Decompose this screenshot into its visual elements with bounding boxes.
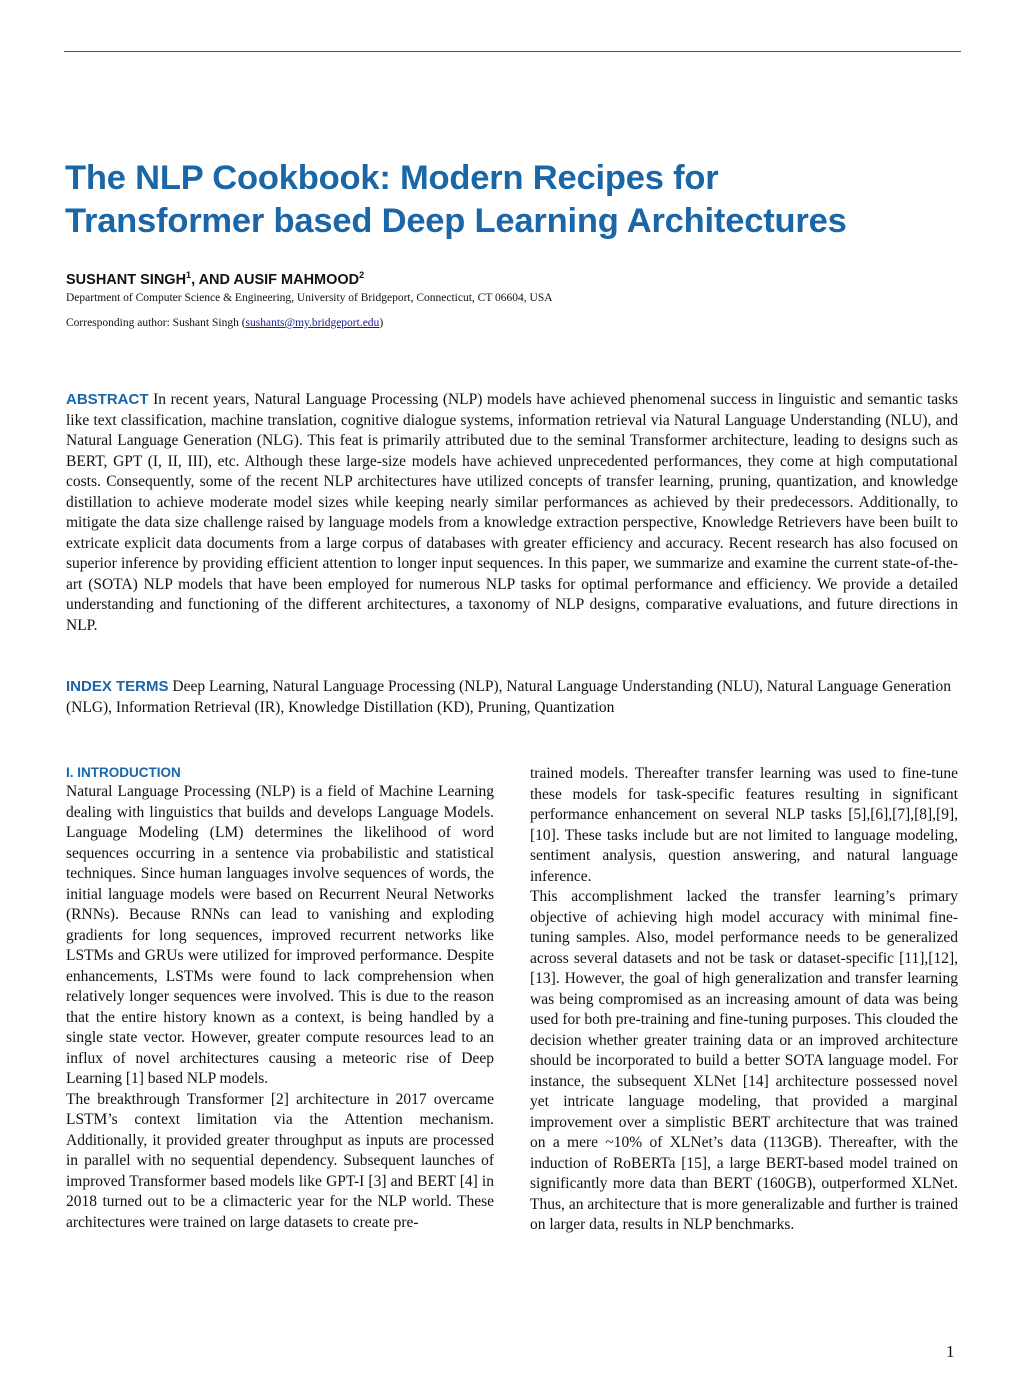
author-1: SUSHANT SINGH [66, 271, 187, 288]
abstract-label: ABSTRACT [66, 391, 149, 408]
author-email-link[interactable]: sushants@my.bridgeport.edu [245, 317, 380, 329]
corresponding-suffix: ) [379, 317, 384, 329]
affiliation: Department of Computer Science & Engineering, University of Bridgeport, Connecticut, CT 06604, USA [66, 292, 553, 304]
paper-title [65, 157, 965, 243]
abstract [66, 390, 958, 636]
paragraph: This accomplishment lacked the transfer learning’s primary objective of achieving high model accuracy with minimal fine-tuning samples. Also, model performance needs to be generalized across several datasets and not be task or dataset-specific [11],[12],[13]. However, the goal of high generalization and transfer learning was being compromised as an increasing amount of data was being used for both pre-training and fine-tuning purposes. This clouded the decision whether greater training data or an improved architecture should be incorporated to build a better SOTA language model. For instance, the subsequent XLNet [14] architecture possessed novel yet intricate language modeling, that provided a marginal improvement over a simplistic BERT architecture that was trained on a mere ~10% of XLNet’s data (113GB). Thereafter, with the induction of RoBERTa [15], a large BERT-based model trained on significantly more data than BERT (160GB), outperformed XLNet. Thus, an architecture that is more generalizable and further is trained on larger data, results in NLP benchmarks. [530, 888, 958, 1233]
author-2-affil-mark: 2 [359, 270, 365, 280]
section-heading-introduction: I. INTRODUCTION [66, 765, 181, 780]
author-list [66, 270, 364, 288]
page-number: 1 [946, 1342, 955, 1361]
index-terms-label: INDEX TERMS [66, 678, 169, 695]
author-separator: , AND [191, 271, 234, 288]
paragraph: Natural Language Processing (NLP) is a field of Machine Learning dealing with linguistics that builds and develops Language Models. Language Modeling (LM) determines the likelihood of word sequences occurring in a sentence via probabilistic and statistical techniques. Since human languages involve sequences of words, the initial language models were based on Recurrent Neural Networks (RNNs). Because RNNs can lead to vanishing and exploding gradients for long sequences, improved recurrent networks like LSTMs and GRUs were utilized for improved performance. Despite enhancements, LSTMs were found to lack comprehension when relatively longer sequences were involved. This is due to the reason that the entire history known as a context, is being handled by a single state vector. However, greater compute resources lead to an influx of novel architectures causing a meteoric rise of Deep Learning [1] based NLP models. [66, 783, 494, 1087]
header-rule [64, 51, 961, 52]
paragraph: The breakthrough Transformer [2] architecture in 2017 overcame LSTM’s context limitation via the Attention mechanism. Additionally, it provided greater throughput as inputs are processed in parallel with no sequential dependency. Subsequent launches of improved Transformer based models like GPT-I [3] and BERT [4] in 2018 turned out to be a climacteric year for the NLP world. These architectures were trained on large datasets to create pre- [66, 1090, 494, 1231]
right-column [530, 764, 958, 1236]
corresponding-prefix: Corresponding author: Sushant Singh ( [66, 317, 246, 329]
title-line-2: Transformer based Deep Learning Architectures [65, 202, 847, 240]
author-1-affil-mark: 1 [186, 270, 192, 280]
paragraph: trained models. Thereafter transfer learning was used to fine-tune these models for task-specific features resulting in significant performance enhancement on several NLP tasks [5],[6],[7],[8],[9],[10]. These tasks include but are not limited to language modeling, sentiment analysis, question answering, and natural language inference. [530, 765, 958, 885]
title-line-1: The NLP Cookbook: Modern Recipes for [65, 159, 719, 197]
index-terms-text: Deep Learning, Natural Language Processing (NLP), Natural Language Understanding (NLU), Natural Language Generation (NLG), Information Retrieval (IR), Knowledge Distillation (KD), Pruning, Quantization [66, 678, 951, 716]
abstract-text: In recent years, Natural Language Processing (NLP) models have achieved phenomenal success in linguistic and semantic tasks like text classification, machine translation, cognitive dialogue systems, information retrieval via Natural Language Understanding (NLU), and Natural Language Generation (NLG). This feat is primarily attributed due to the seminal Transformer architecture, leading to designs such as BERT, GPT (I, II, III), etc. Although these large-size models have achieved unprecedented performances, they come at high computational costs. Consequently, some of the recent NLP architectures have utilized concepts of transfer learning, pruning, quantization, and knowledge distillation to achieve moderate model sizes while keeping nearly similar performances as achieved by their predecessors. Additionally, to mitigate the data size challenge raised by language models from a knowledge extraction perspective, Knowledge Retrievers have been built to extricate explicit data documents from a large corpus of databases with greater efficiency and accuracy. Recent research has also focused on superior inference by providing efficient attention to longer input sequences. In this paper, we summarize and examine the current state-of-the-art (SOTA) NLP models that have been employed for numerous NLP tasks for optimal performance and efficiency. We provide a detailed understanding and functioning of the different architectures, a taxonomy of NLP designs, comparative evaluations, and future directions in NLP. [66, 391, 959, 634]
corresponding-author [66, 317, 383, 329]
left-column [66, 764, 494, 1233]
author-2: AUSIF MAHMOOD [233, 271, 360, 288]
index-terms [66, 677, 958, 718]
